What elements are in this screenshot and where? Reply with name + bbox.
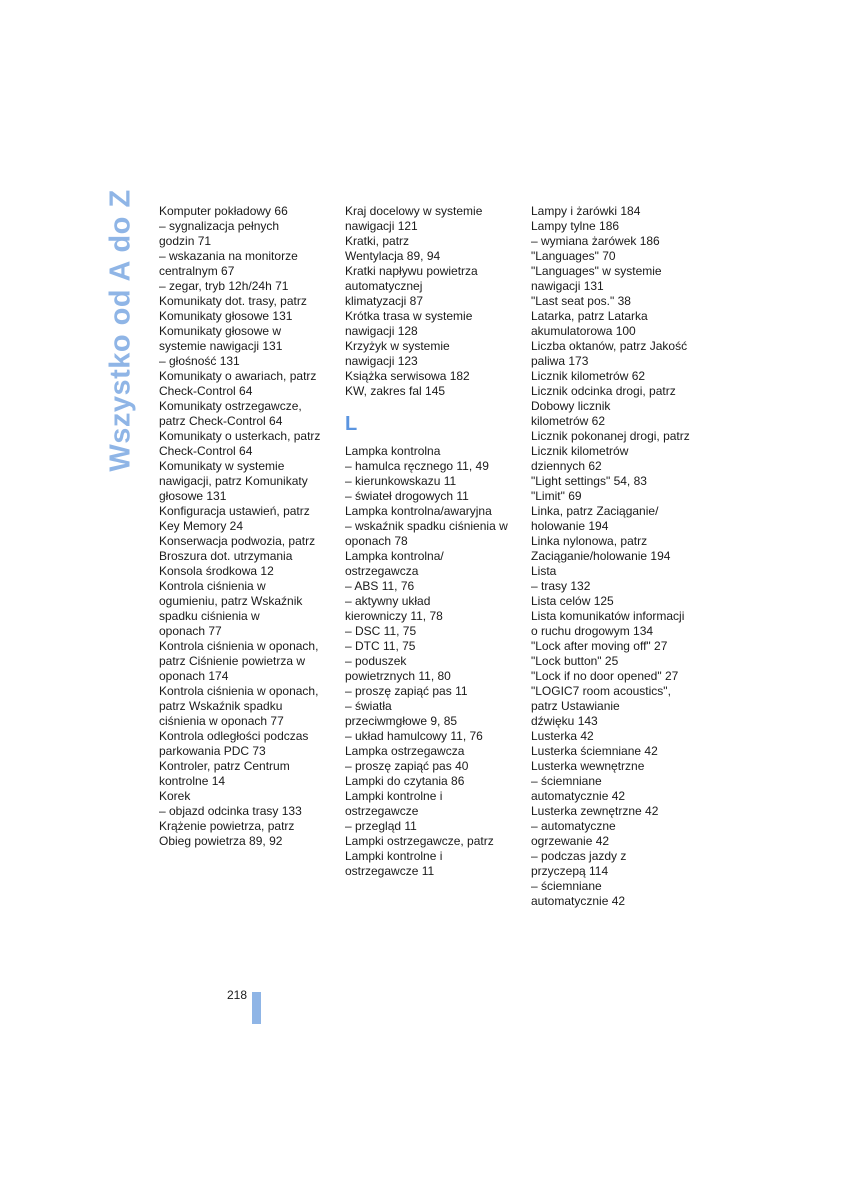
index-entry-line: patrz Ciśnienie powietrza w <box>159 654 306 668</box>
index-entry-line: Linka nylonowa, patrz <box>531 534 648 548</box>
page-number: 218 <box>227 988 248 1002</box>
index-entry <box>531 534 716 564</box>
index-entry-line: "Limit" 69 <box>531 489 582 503</box>
index-entry <box>159 564 344 579</box>
index-entry-line: Krążenie powietrza, patrz <box>159 819 295 833</box>
index-entry <box>531 339 716 369</box>
index-entry <box>345 339 530 369</box>
index-entry <box>531 234 716 249</box>
index-entry <box>531 579 716 594</box>
index-entry-line: Licznik odcinka drogi, patrz <box>531 384 676 398</box>
index-entry-line: – układ hamulcowy 11, 76 <box>345 729 483 743</box>
index-entry-line: – poduszek <box>345 654 407 668</box>
index-entry-line: patrz Check-Control 64 <box>159 414 283 428</box>
index-entry-line: ostrzegawcza <box>345 564 419 578</box>
index-entry-line: Lampki do czytania 86 <box>345 774 465 788</box>
index-entry-line: nawigacji 131 <box>531 279 604 293</box>
index-entry-line: Lampka kontrolna <box>345 444 441 458</box>
index-entry <box>159 294 344 324</box>
index-entry-line: Komunikaty ostrzegawcze, <box>159 399 302 413</box>
index-entry-line: – wymiana żarówek 186 <box>531 234 660 248</box>
index-entry-line: ogrzewanie 42 <box>531 834 610 848</box>
index-entry-line: – kierunkowskazu 11 <box>345 474 457 488</box>
index-entry-line: – zegar, tryb 12h/24h 71 <box>159 279 289 293</box>
index-entry <box>159 459 344 504</box>
index-entry-line: Krótka trasa w systemie <box>345 309 473 323</box>
index-entry-line: Licznik kilometrów <box>531 444 629 458</box>
index-entry-line: KW, zakres fal 145 <box>345 384 446 398</box>
index-column-2 <box>345 204 530 879</box>
index-entry <box>531 684 716 729</box>
index-entry-line: Dobowy licznik <box>531 399 611 413</box>
index-entry-line: akumulatorowa 100 <box>531 324 636 338</box>
index-entry-line: – ściemniane <box>531 774 602 788</box>
index-entry-line: Komunikaty głosowe 131 <box>159 309 293 323</box>
index-entry-line: Konfiguracja ustawień, patrz <box>159 504 310 518</box>
index-entry <box>159 399 344 429</box>
index-entry-line: kierowniczy 11, 78 <box>345 609 443 623</box>
index-entry <box>345 774 530 789</box>
index-column-1 <box>159 204 344 849</box>
index-entry-line: oponach 78 <box>345 534 408 548</box>
index-entry-line: Komunikaty dot. trasy, patrz <box>159 294 307 308</box>
index-entry <box>345 729 530 744</box>
index-entry <box>345 384 530 399</box>
index-entry <box>531 294 716 309</box>
index-entry-line: Kontrola ciśnienia w oponach, <box>159 684 319 698</box>
index-entry-line: dziennych 62 <box>531 459 602 473</box>
index-entry <box>345 549 530 579</box>
index-entry <box>531 504 716 534</box>
index-entry <box>159 639 344 684</box>
index-entry-line: Lusterka zewnętrzne 42 <box>531 804 659 818</box>
index-entry <box>531 804 716 819</box>
index-entry <box>345 264 530 309</box>
index-entry-line: – DTC 11, 75 <box>345 639 416 653</box>
index-entry <box>345 489 530 504</box>
index-entry <box>345 579 530 594</box>
index-entry <box>531 489 716 504</box>
index-column-3 <box>531 204 716 909</box>
index-entry-line: Kraj docelowy w systemie <box>345 204 483 218</box>
index-entry-line: – ściemniane <box>531 879 602 893</box>
index-entry-line: ostrzegawcze 11 <box>345 864 435 878</box>
index-entry <box>531 819 716 849</box>
index-entry-line: Lampy i żarówki 184 <box>531 204 641 218</box>
index-entry-line: systemie nawigacji 131 <box>159 339 283 353</box>
index-entry-line: Wentylacja 89, 94 <box>345 249 441 263</box>
page-marker-bar <box>252 992 261 1024</box>
index-entry <box>159 789 344 804</box>
index-entry-line: automatycznie 42 <box>531 789 626 803</box>
index-entry <box>531 219 716 234</box>
index-entry-line: – wskazania na monitorze <box>159 249 298 263</box>
index-entry-line: ogumieniu, patrz Wskaźnik <box>159 594 303 608</box>
index-entry-line: Kontrola odległości podczas <box>159 729 309 743</box>
index-entry-line: automatycznej <box>345 279 423 293</box>
index-entry <box>531 474 716 489</box>
index-entry <box>531 309 716 339</box>
index-entry-line: Lampki kontrolne i <box>345 849 443 863</box>
index-entry <box>345 819 530 834</box>
index-entry <box>345 624 530 639</box>
index-entry <box>531 729 716 744</box>
index-entry-line: Broszura dot. utrzymania <box>159 549 293 563</box>
index-entry-line: Check-Control 64 <box>159 444 253 458</box>
index-entry-line: – świateł drogowych 11 <box>345 489 469 503</box>
index-entry <box>531 249 716 264</box>
index-entry <box>345 684 530 699</box>
index-entry-line: nawigacji, patrz Komunikaty <box>159 474 308 488</box>
index-entry <box>531 564 716 579</box>
index-entry <box>159 819 344 849</box>
index-entry-line: Kontrola ciśnienia w oponach, <box>159 639 319 653</box>
index-entry-line: – proszę zapiąć pas 11 <box>345 684 468 698</box>
index-entry <box>345 519 530 549</box>
index-entry-line: – wskaźnik spadku ciśnienia w <box>345 519 508 533</box>
index-entry <box>531 849 716 879</box>
index-entry-line: Komunikaty głosowe w <box>159 324 282 338</box>
index-entry <box>531 369 716 384</box>
index-entry-line: Lista <box>531 564 557 578</box>
index-entry-line: Lampy tylne 186 <box>531 219 620 233</box>
index-entry-line: nawigacji 123 <box>345 354 418 368</box>
index-entry-line: "Lock if no door opened" 27 <box>531 669 679 683</box>
index-entry <box>159 324 344 354</box>
index-entry <box>159 249 344 279</box>
index-entry-line: nawigacji 128 <box>345 324 418 338</box>
index-entry-line: – ABS 11, 76 <box>345 579 415 593</box>
index-entry <box>345 504 530 519</box>
index-entry <box>531 879 716 909</box>
index-entry-line: "LOGIC7 room acoustics", <box>531 684 671 698</box>
index-entry <box>345 459 530 474</box>
index-entry <box>159 729 344 759</box>
index-entry <box>345 639 530 654</box>
index-entry-line: Komunikaty o awariach, patrz <box>159 369 317 383</box>
index-entry-line: Komunikaty w systemie <box>159 459 285 473</box>
index-entry-line: przyczepą 114 <box>531 864 609 878</box>
index-entry-line: parkowania PDC 73 <box>159 744 266 758</box>
index-entry-line: Korek <box>159 789 191 803</box>
index-entry-line: Kontrola ciśnienia w <box>159 579 266 593</box>
index-entry-line: Lampki kontrolne i <box>345 789 443 803</box>
index-entry-line: centralnym 67 <box>159 264 235 278</box>
index-entry <box>345 234 530 264</box>
index-entry <box>159 219 344 249</box>
index-entry <box>159 534 344 564</box>
index-entry-line: – przegląd 11 <box>345 819 417 833</box>
index-entry <box>531 759 716 774</box>
index-entry <box>531 204 716 219</box>
index-entry <box>345 759 530 774</box>
index-entry <box>159 759 344 789</box>
index-entry <box>159 804 344 819</box>
index-entry <box>159 579 344 639</box>
index-entry-line: "Languages" w systemie <box>531 264 662 278</box>
index-entry-line: klimatyzacji 87 <box>345 294 424 308</box>
index-entry-line: Check-Control 64 <box>159 384 253 398</box>
index-entry <box>345 699 530 729</box>
index-entry-line: Latarka, patrz Latarka <box>531 309 648 323</box>
index-entry-line: Lampki ostrzegawcze, patrz <box>345 834 494 848</box>
index-entry-line: paliwa 173 <box>531 354 589 368</box>
index-entry-line: "Lock after moving off" 27 <box>531 639 668 653</box>
index-entry-line: Książka serwisowa 182 <box>345 369 470 383</box>
index-entry <box>159 504 344 534</box>
index-entry <box>159 279 344 294</box>
index-entry-line: Kratki, patrz <box>345 234 410 248</box>
index-entry-line: kilometrów 62 <box>531 414 606 428</box>
index-entry <box>345 654 530 684</box>
index-entry-line: spadku ciśnienia w <box>159 609 260 623</box>
index-entry-line: – aktywny układ <box>345 594 431 608</box>
index-entry <box>531 669 716 684</box>
index-entry <box>531 264 716 294</box>
index-entry <box>531 654 716 669</box>
index-entry-line: nawigacji 121 <box>345 219 418 233</box>
index-entry <box>159 354 344 369</box>
index-entry-line: Licznik pokonanej drogi, patrz <box>531 429 690 443</box>
side-title-text: Wszystko od A do Z <box>104 188 137 472</box>
index-entry-line: Zaciąganie/holowanie 194 <box>531 549 671 563</box>
index-entry <box>531 429 716 474</box>
index-entry-line: Konsola środkowa 12 <box>159 564 274 578</box>
index-entry-line: holowanie 194 <box>531 519 609 533</box>
index-entry <box>345 834 530 879</box>
index-entry-line: Lampka ostrzegawcza <box>345 744 465 758</box>
index-entry-line: – trasy 132 <box>531 579 591 593</box>
index-entry-line: Lista celów 125 <box>531 594 614 608</box>
index-entry-line: patrz Ustawianie <box>531 699 620 713</box>
index-entry-line: Lampka kontrolna/ <box>345 549 444 563</box>
index-entry-line: kontrolne 14 <box>159 774 226 788</box>
index-entry <box>531 639 716 654</box>
index-entry <box>159 429 344 459</box>
index-entry-line: godzin 71 <box>159 234 212 248</box>
index-entry-line: Lusterka wewnętrzne <box>531 759 645 773</box>
index-entry-line: "Last seat pos." 38 <box>531 294 631 308</box>
index-entry <box>159 369 344 399</box>
index-entry-line: ciśnienia w oponach 77 <box>159 714 284 728</box>
index-entry-line: Komputer pokładowy 66 <box>159 204 288 218</box>
index-entry-line: "Light settings" 54, 83 <box>531 474 647 488</box>
index-entry <box>345 369 530 384</box>
index-entry-line: patrz Wskaźnik spadku <box>159 699 283 713</box>
index-entry <box>345 204 530 234</box>
index-entry <box>531 594 716 609</box>
index-entry-line: Kontroler, patrz Centrum <box>159 759 290 773</box>
index-entry-line: oponach 174 <box>159 669 229 683</box>
index-entry-line: głosowe 131 <box>159 489 227 503</box>
index-entry-line: – proszę zapiąć pas 40 <box>345 759 469 773</box>
index-entry <box>159 204 344 219</box>
index-entry-line: ostrzegawcze <box>345 804 419 818</box>
index-entry-line: – głośność 131 <box>159 354 240 368</box>
index-entry-line: Obieg powietrza 89, 92 <box>159 834 283 848</box>
index-entry-line: powietrznych 11, 80 <box>345 669 451 683</box>
index-letter-heading: L <box>345 413 358 435</box>
index-entry-line: "Lock button" 25 <box>531 654 619 668</box>
index-entry-line: Komunikaty o usterkach, patrz <box>159 429 321 443</box>
index-entry-line: Kratki napływu powietrza <box>345 264 478 278</box>
index-entry-line: – automatyczne <box>531 819 616 833</box>
index-entry-line: – podczas jazdy z <box>531 849 627 863</box>
index-entry <box>345 789 530 819</box>
index-entry-line: Licznik kilometrów 62 <box>531 369 646 383</box>
index-entry-line: Lusterka 42 <box>531 729 594 743</box>
index-entry-line: o ruchu drogowym 134 <box>531 624 654 638</box>
index-entry <box>531 384 716 429</box>
index-entry-line: – światła <box>345 699 392 713</box>
index-entry-line: – hamulca ręcznego 11, 49 <box>345 459 489 473</box>
index-entry-line: – objazd odcinka trasy 133 <box>159 804 302 818</box>
index-entry-line: dźwięku 143 <box>531 714 598 728</box>
index-entry <box>345 594 530 624</box>
index-entry-line: automatycznie 42 <box>531 894 626 908</box>
index-entry <box>345 444 530 459</box>
index-entry-line: Linka, patrz Zaciąganie/ <box>531 504 659 518</box>
index-entry <box>159 684 344 729</box>
index-entry-line: "Languages" 70 <box>531 249 616 263</box>
index-entry <box>531 609 716 639</box>
index-entry <box>345 744 530 759</box>
index-entry-line: Key Memory 24 <box>159 519 244 533</box>
index-entry-line: Lista komunikatów informacji <box>531 609 685 623</box>
side-section-title <box>103 188 139 472</box>
index-entry <box>531 744 716 759</box>
index-entry-line: Krzyżyk w systemie <box>345 339 450 353</box>
index-entry <box>531 774 716 804</box>
index-entry-line: oponach 77 <box>159 624 222 638</box>
index-entry-line: przeciwmgłowe 9, 85 <box>345 714 458 728</box>
index-entry-line: Lusterka ściemniane 42 <box>531 744 658 758</box>
index-entry <box>345 474 530 489</box>
index-entry-line: Konserwacja podwozia, patrz <box>159 534 316 548</box>
index-entry-line: – DSC 11, 75 <box>345 624 417 638</box>
index-entry <box>345 309 530 339</box>
index-entry-line: – sygnalizacja pełnych <box>159 219 280 233</box>
index-entry-line: Liczba oktanów, patrz Jakość <box>531 339 688 353</box>
index-entry-line: Lampka kontrolna/awaryjna <box>345 504 492 518</box>
